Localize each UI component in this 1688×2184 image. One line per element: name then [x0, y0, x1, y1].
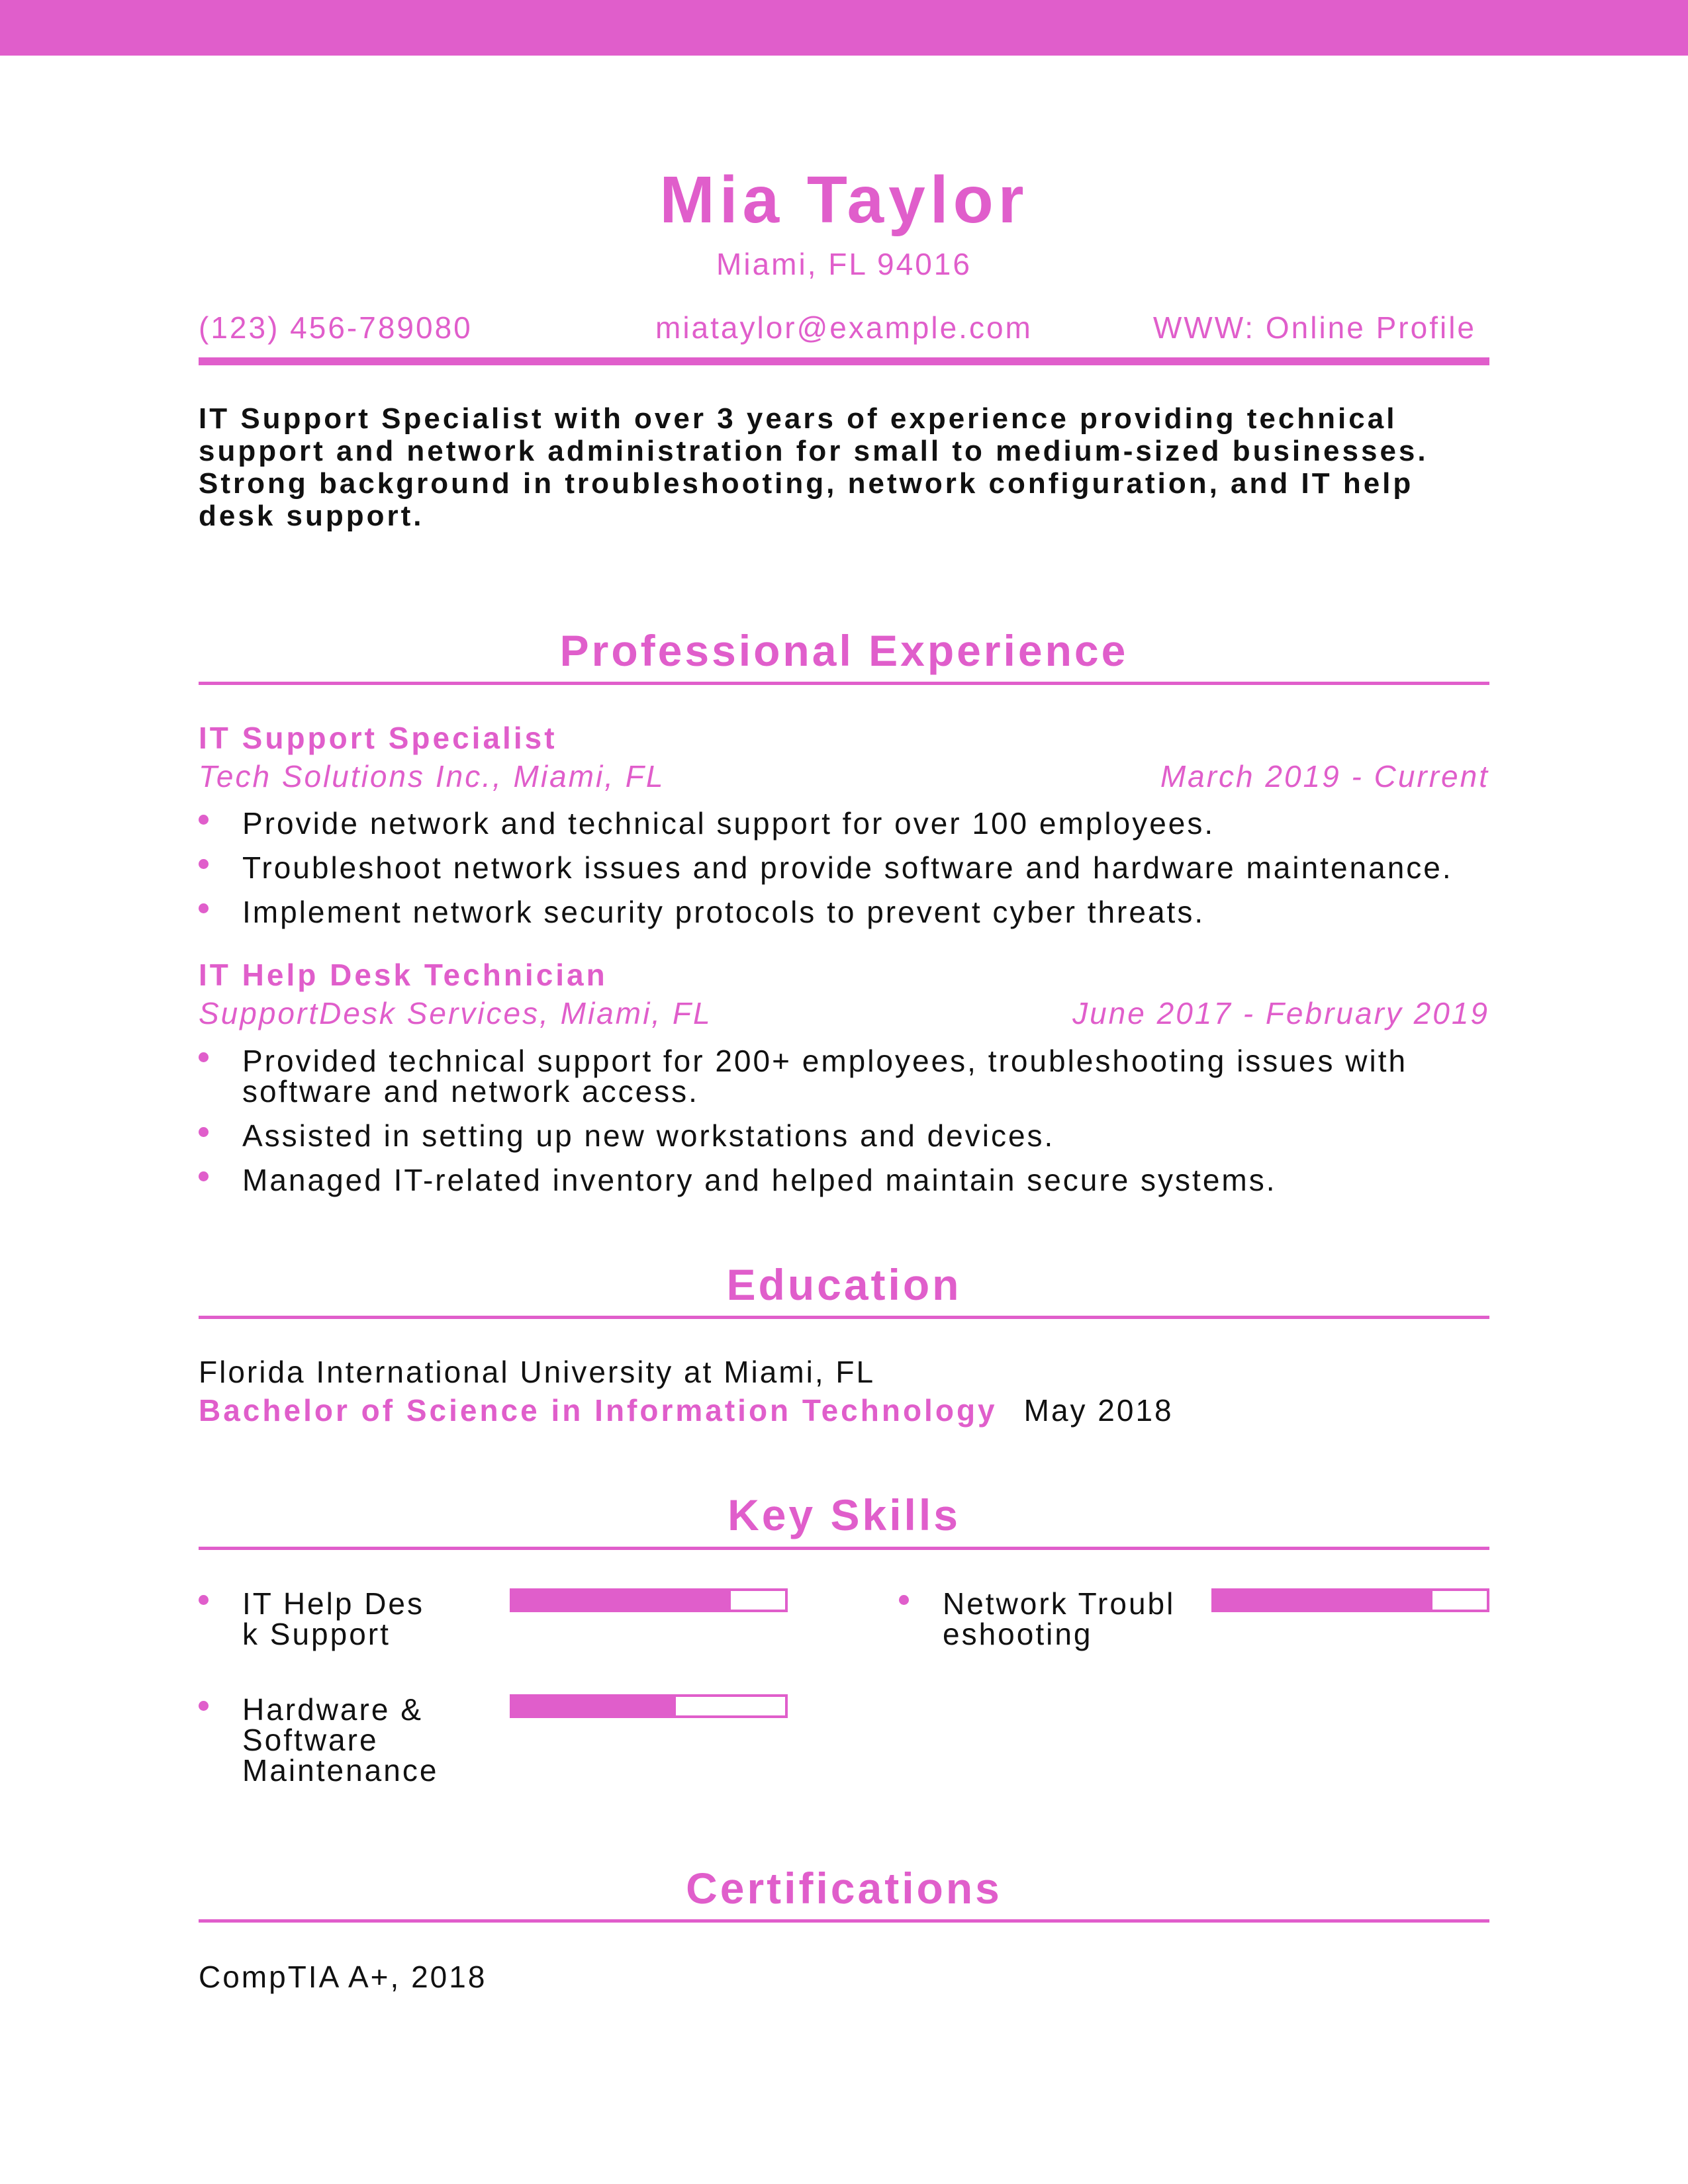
skill-label: IT Help Desk Support — [242, 1586, 425, 1651]
job-title: IT Support Specialist — [199, 721, 557, 755]
list-item: Assisted in setting up new workstations and devices. — [199, 1120, 1489, 1151]
degree-name: Bachelor of Science in Information Technology — [199, 1393, 998, 1428]
bullet-icon — [199, 859, 209, 869]
education-divider — [199, 1316, 1489, 1319]
list-item: Implement network security protocols to prevent cyber threats. — [199, 897, 1489, 927]
skill-level-fill — [512, 1591, 731, 1610]
phone-number: (123) 456-789080 — [199, 310, 473, 345]
professional-summary: IT Support Specialist with over 3 years of experience providing technical support and network administration for small to medium-sized businesses. Strong background in troubleshooting, network configuration, and IT help desk support. — [199, 402, 1429, 532]
website-link[interactable]: WWW: Online Profile — [1152, 310, 1476, 345]
education-heading: Education — [726, 1260, 962, 1309]
certification-item: CompTIA A+, 2018 — [199, 1960, 487, 1994]
bullet-icon — [199, 1701, 209, 1711]
job-dates: June 2017 - February 2019 — [1072, 996, 1489, 1030]
job-company: Tech Solutions Inc., Miami, FL — [199, 759, 665, 794]
skill-level-fill — [512, 1697, 676, 1715]
bullet-icon — [199, 815, 209, 825]
header-divider — [199, 357, 1489, 365]
list-item: Provide network and technical support for over 100 employees. — [199, 808, 1489, 839]
job-company: SupportDesk Services, Miami, FL — [199, 996, 712, 1030]
job-bullets — [199, 1046, 1489, 1195]
certifications-divider — [199, 1919, 1489, 1923]
list-item: Provided technical support for 200+ employees, troubleshooting issues with software and network access. — [199, 1046, 1489, 1107]
bullet-icon — [199, 1595, 209, 1605]
school-name: Florida International University at Miami, FL — [199, 1355, 876, 1389]
experience-divider — [199, 682, 1489, 685]
bullet-icon — [899, 1595, 909, 1605]
degree-line — [199, 1395, 1174, 1426]
bullet-icon — [199, 1127, 209, 1137]
email-address[interactable]: miataylor@example.com — [655, 310, 1033, 345]
bullet-icon — [199, 903, 209, 913]
skill-level-fill — [1214, 1591, 1432, 1610]
list-item: Troubleshoot network issues and provide software and hardware maintenance. — [199, 852, 1489, 883]
job-dates: March 2019 - Current — [1160, 759, 1489, 794]
list-item: Managed IT-related inventory and helped maintain secure systems. — [199, 1165, 1489, 1195]
skills-heading: Key Skills — [727, 1490, 961, 1539]
experience-heading: Professional Experience — [559, 626, 1129, 675]
skill-level-bar — [510, 1588, 788, 1612]
candidate-name: Mia Taylor — [659, 163, 1029, 237]
bullet-icon — [199, 1171, 209, 1181]
bullet-icon — [199, 1052, 209, 1062]
job-bullets — [199, 808, 1489, 927]
skill-level-bar — [510, 1694, 788, 1718]
job-title: IT Help Desk Technician — [199, 958, 608, 992]
skill-label: Network Troubleshooting — [943, 1586, 1176, 1651]
skill-level-bar — [1211, 1588, 1489, 1612]
skills-divider — [199, 1547, 1489, 1550]
candidate-location: Miami, FL 94016 — [716, 247, 972, 281]
skill-label: Hardware & Software Maintenance — [242, 1692, 439, 1788]
graduation-date: May 2018 — [1023, 1393, 1174, 1428]
certifications-heading: Certifications — [686, 1864, 1002, 1913]
top-accent-bar — [0, 0, 1688, 56]
